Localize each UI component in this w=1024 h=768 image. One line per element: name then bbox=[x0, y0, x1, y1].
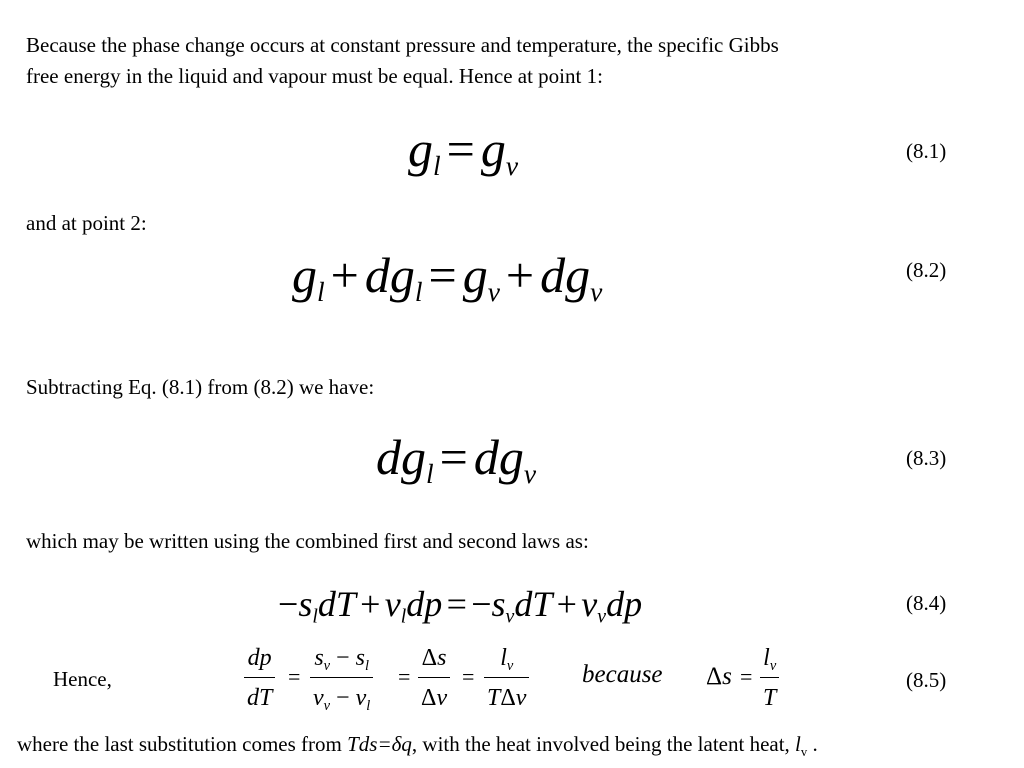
equation-number-8-3: (8.3) bbox=[906, 446, 947, 470]
fraction-lv-T: $l_v$ T bbox=[760, 646, 779, 710]
fraction-entropy-volume: $s_v - s_l$ $v_v - v_l$ bbox=[310, 646, 373, 710]
equation-8-3: $dg_l = dg_v$ bbox=[376, 429, 537, 489]
fraction-latent-heat: $l_v$ TΔv bbox=[484, 646, 529, 710]
intro-paragraph bbox=[26, 30, 779, 92]
equation-8-4: $-s_ldT + v_ldp = -s_vdT + v_vdp$ bbox=[278, 584, 643, 628]
equals-sign-4: = bbox=[740, 664, 753, 689]
point2-text: and at point 2: bbox=[26, 211, 147, 235]
hence-label: Hence, bbox=[53, 667, 112, 691]
equation-8-2: $g_l + dg_l = g_v + dg_v$ bbox=[292, 247, 603, 307]
subtracting-text: Subtracting Eq. (8.1) from (8.2) we have: bbox=[26, 375, 375, 399]
fraction-dp-dT: dp dT bbox=[244, 646, 275, 710]
equals-sign-1: = bbox=[288, 664, 301, 689]
delta-s: Δs bbox=[706, 663, 732, 690]
equation-number-8-2: (8.2) bbox=[906, 258, 947, 282]
combined-laws-text: which may be written using the combined first and second laws as: bbox=[26, 529, 589, 553]
equation-number-8-1: (8.1) bbox=[906, 139, 947, 163]
because-label: because bbox=[582, 661, 663, 688]
final-sentence: where the last substitution comes from Tds=δq, with the heat involved being the latent heat, $l_v$ . bbox=[17, 732, 818, 760]
equation-number-8-5: (8.5) bbox=[906, 668, 947, 692]
fraction-delta-s-delta-v: Δs Δv bbox=[418, 646, 450, 710]
equation-number-8-4: (8.4) bbox=[906, 591, 947, 615]
equals-sign-3: = bbox=[462, 664, 475, 689]
equals-sign-2: = bbox=[398, 664, 411, 689]
intro-line-1: Because the phase change occurs at constant pressure and temperature, the specific Gibbs bbox=[26, 33, 779, 57]
equation-8-1: $g_l = g_v$ bbox=[408, 121, 519, 181]
intro-line-2: free energy in the liquid and vapour must be equal. Hence at point 1: bbox=[26, 64, 603, 88]
